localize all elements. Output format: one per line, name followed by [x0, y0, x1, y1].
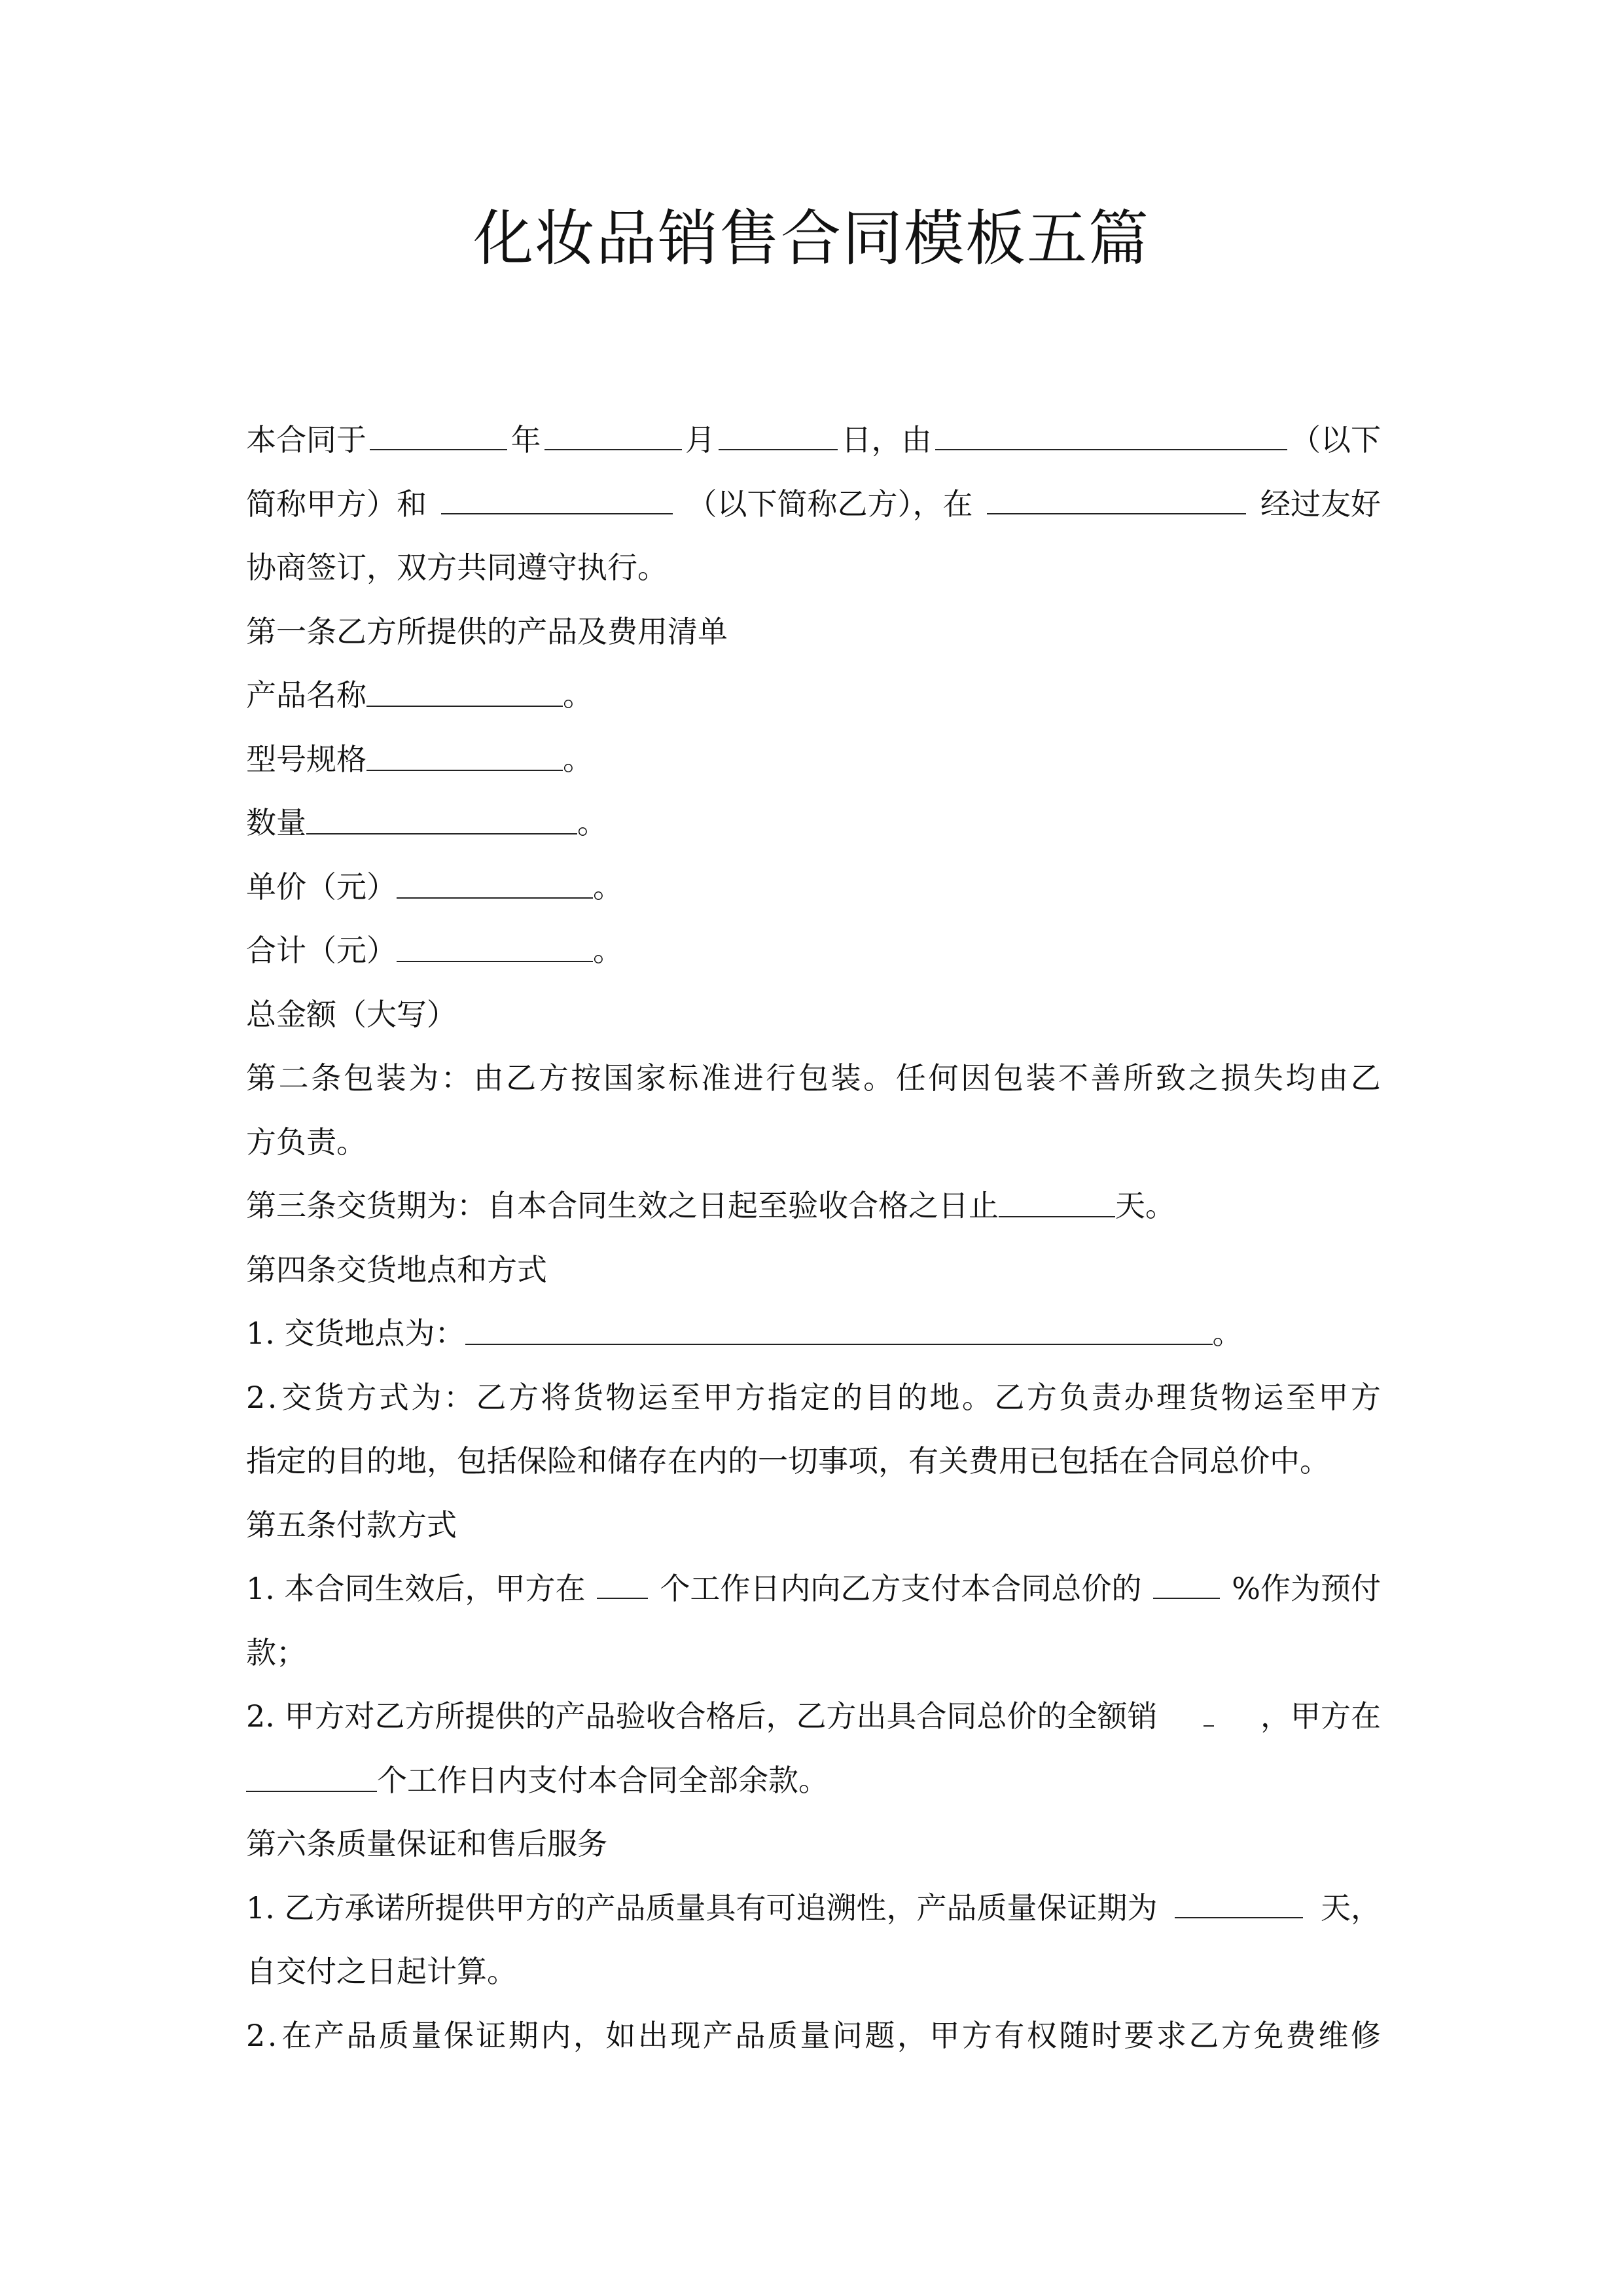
- total-amount-line: 总金额（大写）: [246, 996, 457, 1032]
- contract-line-2: [246, 473, 1381, 537]
- blank-model-spec[interactable]: [366, 741, 563, 771]
- blank-year[interactable]: [370, 420, 507, 450]
- contract-line-3: 协商签订，双方共同遵守执行。: [246, 550, 668, 585]
- payment-line-3: [246, 1685, 1381, 1749]
- blank-product-name[interactable]: [366, 677, 563, 708]
- model-spec-line: [246, 728, 1381, 792]
- article-4-heading: 第四条交货地点和方式: [246, 1251, 547, 1287]
- blank-party-a[interactable]: [935, 420, 1287, 450]
- text-segment: 月: [685, 422, 715, 457]
- blank-party-b[interactable]: [441, 484, 673, 514]
- document-title: 化妆品销售合同模板五篇: [473, 204, 1150, 274]
- text-segment: 。: [563, 741, 593, 777]
- blank-delivery-days[interactable]: [999, 1188, 1115, 1218]
- product-name-line: [246, 664, 1381, 728]
- blank-subtotal[interactable]: [397, 933, 593, 963]
- article-1-heading: 第一条乙方所提供的产品及费用清单: [246, 613, 728, 649]
- text-segment: 。: [593, 869, 623, 905]
- delivery-method-line-1: 2 . 交 货 方 式 为 ： 乙 方 将 货 物 运 至 甲 方 指 定 的 目 的 地 。 乙 方 负 责 办 理 货 物 运 至 甲 方: [246, 1379, 1381, 1415]
- text-segment: 本合同于: [246, 422, 366, 457]
- text-segment: 年: [510, 422, 541, 457]
- payment-line-1: [246, 1557, 1381, 1621]
- text-segment: 。: [1212, 1316, 1243, 1351]
- blank-unit-price[interactable]: [397, 869, 593, 899]
- text-segment: 。: [563, 677, 593, 713]
- delivery-method-line-2: 指定的目的地，包括保险和储存在内的一切事项，有关费用已包括在合同总价中。: [246, 1443, 1330, 1479]
- contract-line-1: [246, 408, 1381, 473]
- text-segment: 。: [593, 933, 623, 968]
- blank-quantity[interactable]: [306, 805, 577, 835]
- warranty-line-2: 自交付之日起计算。: [246, 1954, 517, 1989]
- text-segment: ，甲方在: [1260, 1698, 1381, 1734]
- blank-warranty-days[interactable]: [1175, 1888, 1303, 1918]
- contract-body: [246, 408, 1381, 2068]
- text-segment: 单价（元）: [246, 869, 397, 905]
- warranty-line-3: 2 . 在 产 品 质 量 保 证 期 内 ， 如 出 现 产 品 质 量 问 题 ， 甲 方 有 权 随 时 要 求 乙 方 免 费 维 修: [246, 2017, 1381, 2053]
- subtotal-line: [246, 919, 1381, 983]
- text-segment: 个工作日内向乙方支付本合同总价的: [660, 1571, 1142, 1606]
- text-segment: 产品名称: [246, 677, 366, 713]
- payment-line-4: [246, 1749, 1381, 1813]
- blank-day[interactable]: [719, 420, 838, 450]
- blank-month[interactable]: [544, 420, 682, 450]
- article-2-line-2: 方负责。: [246, 1124, 366, 1160]
- warranty-line-1: [246, 1876, 1381, 1941]
- text-segment: 型号规格: [246, 741, 366, 777]
- text-segment: 2. 甲方对乙方所提供的产品验收合格后，乙方出具合同总价的全额销: [246, 1698, 1158, 1734]
- text-segment: 1. 乙方承诺所提供甲方的产品质量具有可追溯性，产品质量保证期为: [246, 1890, 1158, 1926]
- payment-line-2: 款；: [246, 1634, 306, 1670]
- text-segment: %作为预付: [1232, 1571, 1381, 1606]
- text-segment: 合计（元）: [246, 933, 397, 968]
- text-segment: 简称甲方）和: [246, 486, 427, 522]
- blank-balance-workdays[interactable]: [246, 1762, 377, 1792]
- text-segment: （以下: [1291, 422, 1381, 457]
- blank-percentage[interactable]: [1153, 1569, 1220, 1599]
- text-segment: 1. 本合同生效后，甲方在: [246, 1571, 586, 1606]
- blank-place[interactable]: [987, 484, 1246, 514]
- article-6-heading: 第六条质量保证和售后服务: [246, 1826, 607, 1861]
- article-5-heading: 第五条付款方式: [246, 1507, 457, 1543]
- text-segment: 数量: [246, 805, 306, 840]
- text-segment: 第三条交货期为：自本合同生效之日起至验收合格之日止: [246, 1188, 999, 1223]
- unit-price-line: [246, 855, 1381, 920]
- article-3-line: [246, 1174, 1381, 1238]
- text-segment: 天。: [1115, 1188, 1175, 1223]
- text-segment: 经过友好: [1260, 486, 1381, 522]
- blank-delivery-place[interactable]: [465, 1316, 1213, 1346]
- article-2-line-1: 第 二 条 包 装 为 ： 由 乙 方 按 国 家 标 准 进 行 包 装 。 任 何 因 包 装 不 善 所 致 之 损 失 均 由 乙: [246, 1060, 1381, 1096]
- quantity-line: [246, 791, 1381, 855]
- delivery-place-line: [246, 1302, 1381, 1366]
- blank-workdays[interactable]: [597, 1569, 648, 1599]
- text-segment: 。: [577, 805, 607, 840]
- text-segment: 天，: [1320, 1890, 1381, 1926]
- text-segment: 1. 交货地点为：: [246, 1316, 465, 1351]
- text-segment: （以下简称乙方），在: [687, 486, 973, 522]
- text-segment: 日，由: [841, 422, 932, 457]
- blank-invoice[interactable]: [1204, 1696, 1214, 1727]
- text-segment: 个工作日内支付本合同全部余款。: [377, 1762, 829, 1798]
